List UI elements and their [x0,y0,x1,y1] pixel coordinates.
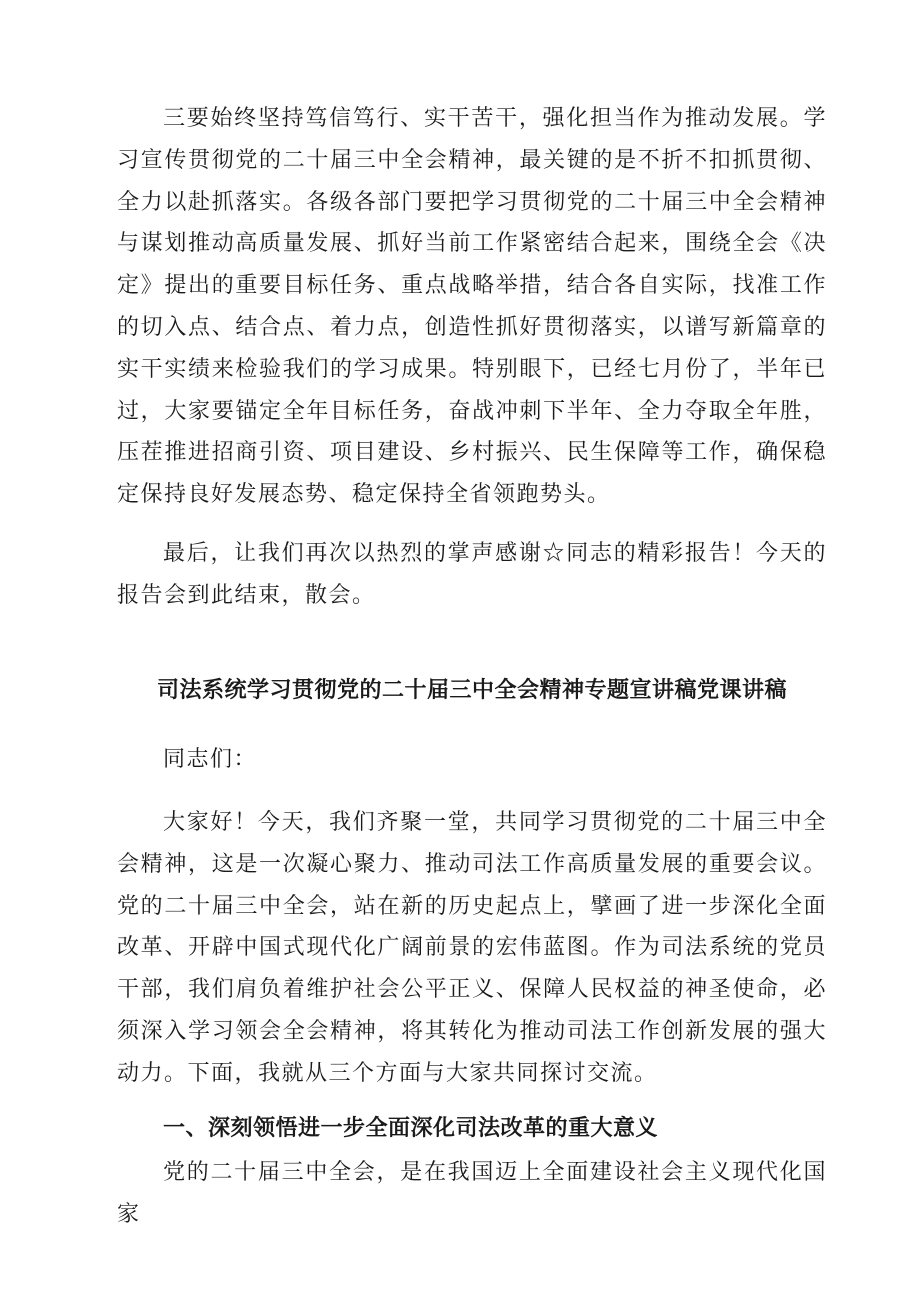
document-title: 司法系统学习贯彻党的二十届三中全会精神专题宣讲稿党课讲稿 [156,678,787,703]
salutation: 同志们： [163,747,258,772]
section-heading-1: 一、深刻领悟进一步全面深化司法改革的重大意义 [163,1116,659,1141]
paragraph-closing-remarks: 最后，让我们再次以热烈的掌声感谢☆同志的精彩报告！今天的报告会到此结束，散会。 [117,541,827,608]
paragraph-section-1-start: 党的二十届三中全会，是在我国迈上全面建设社会主义现代化国家 [117,1160,827,1227]
paragraph-push-development: 三要始终坚持笃信笃行、实干苦干，强化担当作为推动发展。学习宣传贯彻党的二十届三中全会精神，最关键的是不折不扣抓贯彻、全力以赴抓落实。各级各部门要把学习贯彻党的二十届三中全会精神与谋划推动高质量发展、抓好当前工作紧密结合起来，围绕全会《决定》提出的重要目标任务、重点战略举措，结合各自实际，找准工作的切入点、结合点、着力点，创造性抓好贯彻落实，以谱写新篇章的实干实绩来检验我们的学习成果。特别眼下，已经七月份了，半年已过，大家要锚定全年目标任务，奋战冲刺下半年、全力夺取全年胜，压茬推进招商引资、项目建设、乡村振兴、民生保障等工作，确保稳定保持良好发展态势、稳定保持全省领跑势头。 [117,106,827,508]
paragraph-introduction: 大家好！今天，我们齐聚一堂，共同学习贯彻党的二十届三中全会精神，这是一次凝心聚力、推动司法工作高质量发展的重要会议。党的二十届三中全会，站在新的历史起点上，擘画了进一步深化全面改革、开辟中国式现代化广阔前景的宏伟蓝图。作为司法系统的党员干部，我们肩负着维护社会公平正义、保障人民权益的神圣使命，必须深入学习领会全会精神，将其转化为推动司法工作创新发展的强大动力。下面，我就从三个方面与大家共同探讨交流。 [117,810,827,1086]
